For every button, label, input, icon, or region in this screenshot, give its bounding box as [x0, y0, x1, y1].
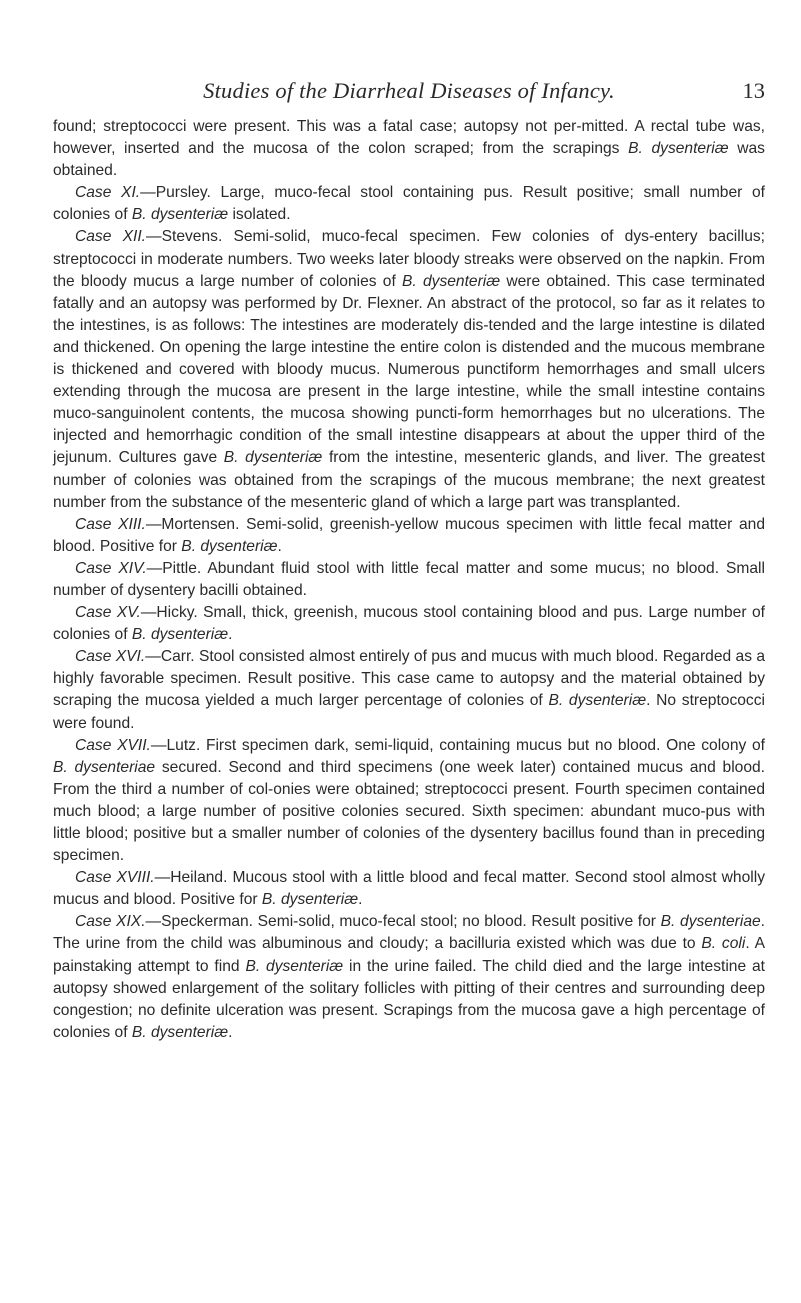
species-name: B. dysenteriæ: [181, 537, 278, 555]
species-name: B. dysenteriæ: [131, 1023, 229, 1041]
paragraph-case-xi: [53, 182, 765, 226]
paragraph-case-xiv: [53, 558, 765, 602]
paragraph-case-xii: [53, 226, 765, 513]
species-name: B. dysenteriae: [53, 758, 156, 776]
case-label: Case XI.: [75, 184, 141, 202]
text-segment: secured. Second and third specimens (one week later) contained mucus and blood. From the third a number of col-onies were obtained; streptococci present. Fourth specimen contained much blood; a large number of positive colonies secured. Sixth specimen: abundant muco-pus with little blood; positive but a smaller number of colonies of the dysentery bacillus found than in preceding specimen.: [53, 758, 766, 865]
text-segment: .: [358, 891, 363, 909]
body-text: [53, 116, 765, 1044]
text-segment: —Lutz. First specimen dark, semi-liquid, containing mucus but no blood. One colony of: [150, 736, 765, 754]
species-name: B. dysenteriæ: [223, 449, 323, 467]
text-segment: . A painstaking attempt to find: [53, 935, 765, 975]
case-label: Case XIII.: [75, 515, 146, 533]
book-page: [53, 78, 765, 1044]
page-number: 13: [742, 78, 765, 103]
text-segment: found; streptococci were present. This was a fatal case; autopsy not per-mitted. A rectal tube was, however, inserted and the mucosa of the colon scraped; from the scrapings: [53, 118, 765, 158]
text-segment: —Stevens. Semi-solid, muco-fecal specimen. Few colonies of dys-entery bacillus; streptococci in moderate numbers. Two weeks later bloody streaks were observed on the napkin. From the bloody mucus a large number of colonies of: [53, 228, 766, 290]
species-name: B. dysenteriæ: [131, 626, 229, 644]
text-segment: isolated.: [228, 206, 291, 224]
paragraph-case-xvi: [53, 646, 765, 734]
case-label: Case XVII.: [75, 736, 151, 754]
text-segment: in the urine failed. The child died and the large intestine at autopsy showed enlargement of the solitary follicles with pitting of their centres and surrounding deep congestion; no definite ulceration was present. Scrapings from the mucosa gave a high percentage of colonies of: [53, 957, 765, 1041]
running-head: [53, 78, 765, 112]
text-segment: —Heiland. Mucous stool with a little blood and fecal matter. Second stool almost wholly mucus and blood. Positive for: [53, 869, 765, 909]
case-label: Case XVIII.: [75, 869, 155, 887]
text-segment: was obtained.: [53, 140, 765, 180]
species-name: B. dysenteriæ: [402, 272, 501, 290]
text-segment: —Hicky. Small, thick, greenish, mucous stool containing blood and pus. Large number of colonies of: [53, 604, 765, 644]
paragraph-case-xix: [53, 911, 765, 1044]
species-name: B. dysenteriæ: [245, 957, 344, 975]
paragraph-case-xv: [53, 602, 765, 646]
case-label: Case XV.: [75, 604, 141, 622]
case-label: Case XII.: [75, 228, 146, 246]
case-label: Case XIX.: [75, 913, 146, 931]
text-segment: .: [228, 1023, 233, 1041]
text-segment: —Pursley. Large, muco-fecal stool containing pus. Result positive; small number of colonies of: [53, 184, 765, 224]
case-label: Case XVI.: [75, 648, 146, 666]
text-segment: from the intestine, mesenteric glands, and liver. The greatest number of colonies was obtained from the scrapings of the mucous membrane; the next greatest number from the substance of the mesenteric gland of which a large part was transplanted.: [53, 449, 765, 511]
paragraph-case-xvii: [53, 735, 765, 868]
species-name: B. dysenteriæ: [261, 891, 359, 909]
species-name: B. dysenteriae: [660, 913, 761, 931]
text-segment: . The urine from the child was albuminous and cloudy; a bacilluria existed which was due to: [53, 913, 766, 953]
text-segment: —Speckerman. Semi-solid, muco-fecal stool; no blood. Result positive for: [145, 913, 661, 931]
case-label: Case XIV.: [75, 559, 147, 577]
text-segment: .: [228, 626, 233, 644]
species-name: B. dysenteriæ: [628, 140, 729, 158]
text-segment: —Mortensen. Semi-solid, greenish-yellow mucous specimen with little fecal matter and blood. Positive for: [53, 515, 765, 555]
paragraph-case-xviii: [53, 867, 765, 911]
text-segment: .: [277, 537, 282, 555]
paragraph-continuation: [53, 116, 765, 182]
species-name: B. dysenteriæ: [548, 692, 647, 710]
species-name: B. coli: [701, 935, 746, 953]
running-title: Studies of the Diarrheal Diseases of Infancy.: [203, 78, 615, 103]
species-name: B. dysenteriæ: [131, 206, 229, 224]
paragraph-case-xiii: [53, 514, 765, 558]
text-segment: —Carr. Stool consisted almost entirely of pus and mucus with much blood. Regarded as a highly favorable specimen. Result positive. This case came to autopsy and the material obtained by scraping the mucosa yielded a much larger percentage of colonies of: [53, 648, 766, 710]
text-segment: . No streptococci were found.: [53, 692, 765, 732]
text-segment: were obtained. This case terminated fatally and an autopsy was performed by Dr. Flexner. An abstract of the protocol, so far as it relates to the intestines, is as follows: The intestines are moderately dis-tended and the large intestine is dilated and thickened. On opening the large intestine the entire colon is distended and the mucous membrane is thickened and covered with bloody mucus. Numerous punctiform hemorrhages and small ulcers extending through the mucosa are present in the large intestine, while the small intestine contains muco-sanguinolent contents, the mucosa showing puncti-form hemorrhages but no ulcerations. The injected and hemorrhagic condition of the small intestine disappears at about the upper third of the jejunum. Cultures gave: [53, 272, 765, 467]
text-segment: —Pittle. Abundant fluid stool with little fecal matter and some mucus; no blood. Small number of dysentery bacilli obtained.: [53, 559, 765, 599]
